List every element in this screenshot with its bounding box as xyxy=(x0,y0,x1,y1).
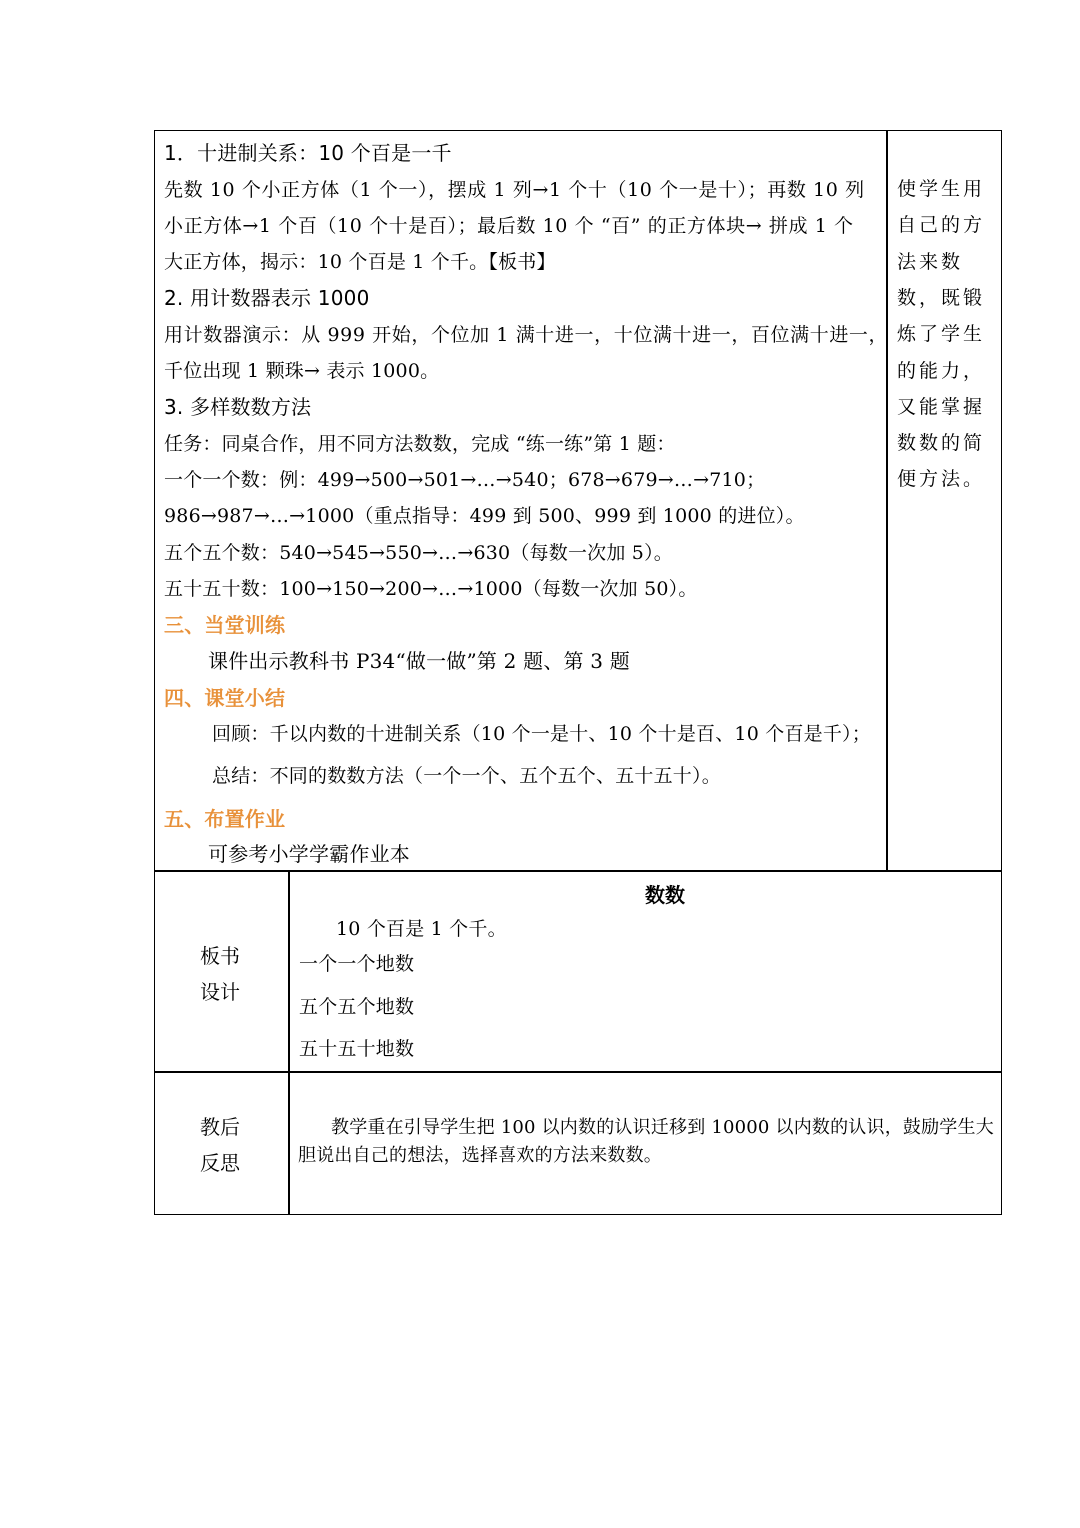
side-note-line: 炼了学生 xyxy=(897,323,986,345)
side-note-line: 便方法。 xyxy=(897,468,986,490)
side-note-line: 使学生用 xyxy=(897,178,986,200)
section-1-line-3: 大正方体，揭示：10 个百是 1 个千。【板书】 xyxy=(164,251,556,273)
label-column-divider xyxy=(288,870,290,1215)
side-note-line: 法来数 xyxy=(897,251,964,273)
heading-homework: 五、布置作业 xyxy=(164,807,286,831)
board-label-line-2: 设计 xyxy=(200,980,240,1004)
board-title: 数数 xyxy=(645,883,685,907)
summary-conclusion: 总结：不同的数数方法（一个一个、五个五个、五十五十）。 xyxy=(212,765,721,787)
homework-text: 可参考小学学霸作业本 xyxy=(208,842,410,866)
side-note-line: 又能掌握 xyxy=(897,396,986,418)
board-line: 一个一个地数 xyxy=(299,953,415,975)
section-3-line-1: 任务：同桌合作，用不同方法数数，完成 “练一练”第 1 题： xyxy=(164,433,676,455)
section-3-line-5: 五十五十数：100→150→200→…→1000（每数一次加 50）。 xyxy=(164,578,698,600)
board-line: 五个五个地数 xyxy=(299,996,415,1018)
heading-summary: 四、课堂小结 xyxy=(164,686,286,710)
section-3-line-4: 五个五个数：540→545→550→…→630（每数一次加 5）。 xyxy=(164,542,673,564)
section-2-line-2: 千位出现 1 颗珠→ 表示 1000。 xyxy=(164,360,440,382)
reflection-label-line-2: 反思 xyxy=(200,1151,240,1175)
section-2-line-1: 用计数器演示：从 999 开始，个位加 1 满十进一，十位满十进一，百位满十进一， xyxy=(164,324,889,346)
side-note-line: 数数的简 xyxy=(897,432,986,454)
practice-text: 课件出示教科书 P34“做一做”第 2 题、第 3 题 xyxy=(208,649,630,673)
section-3-title: 3. 多样数数方法 xyxy=(164,395,312,419)
section-1-title: 1．十进制关系：10 个百是一千 xyxy=(164,141,452,165)
reflection-text-line-2: 胆说出自己的想法，选择喜欢的方法来数数。 xyxy=(298,1145,662,1166)
section-3-line-2: 一个一个数：例：499→500→501→…→540；678→679→…→710； xyxy=(164,469,766,491)
side-column-divider xyxy=(886,130,888,871)
board-line: 10 个百是 1 个千。 xyxy=(336,918,507,940)
heading-practice: 三、当堂训练 xyxy=(164,613,286,637)
reflection-label-line-1: 教后 xyxy=(200,1115,240,1139)
row-divider-board xyxy=(154,870,1002,872)
side-note-line: 数，既锻 xyxy=(897,287,986,309)
section-1-line-1: 先数 10 个小正方体（1 个一），摆成 1 列→1 个十（10 个一是十）；再数 10 列 xyxy=(164,179,865,201)
side-note-line: 的能力， xyxy=(897,360,986,382)
section-2-title: 2. 用计数器表示 1000 xyxy=(164,286,370,310)
board-label-line-1: 板书 xyxy=(200,944,240,968)
section-1-line-2: 小正方体→1 个百（10 个十是百）；最后数 10 个 “百” 的正方体块→ 拼成 1 个 xyxy=(164,215,854,237)
reflection-text-line-1: 教学重在引导学生把 100 以内数的认识迁移到 10000 以内数的认识，鼓励学生大 xyxy=(331,1117,994,1138)
board-line: 五十五十地数 xyxy=(299,1038,415,1060)
summary-review: 回顾：千以内数的十进制关系（10 个一是十、10 个十是百、10 个百是千）； xyxy=(212,723,871,745)
side-note-line: 自己的方 xyxy=(897,214,986,236)
row-divider-reflection xyxy=(154,1071,1002,1073)
section-3-line-3: 986→987→…→1000（重点指导：499 到 500、999 到 1000 的进位）。 xyxy=(164,505,805,527)
